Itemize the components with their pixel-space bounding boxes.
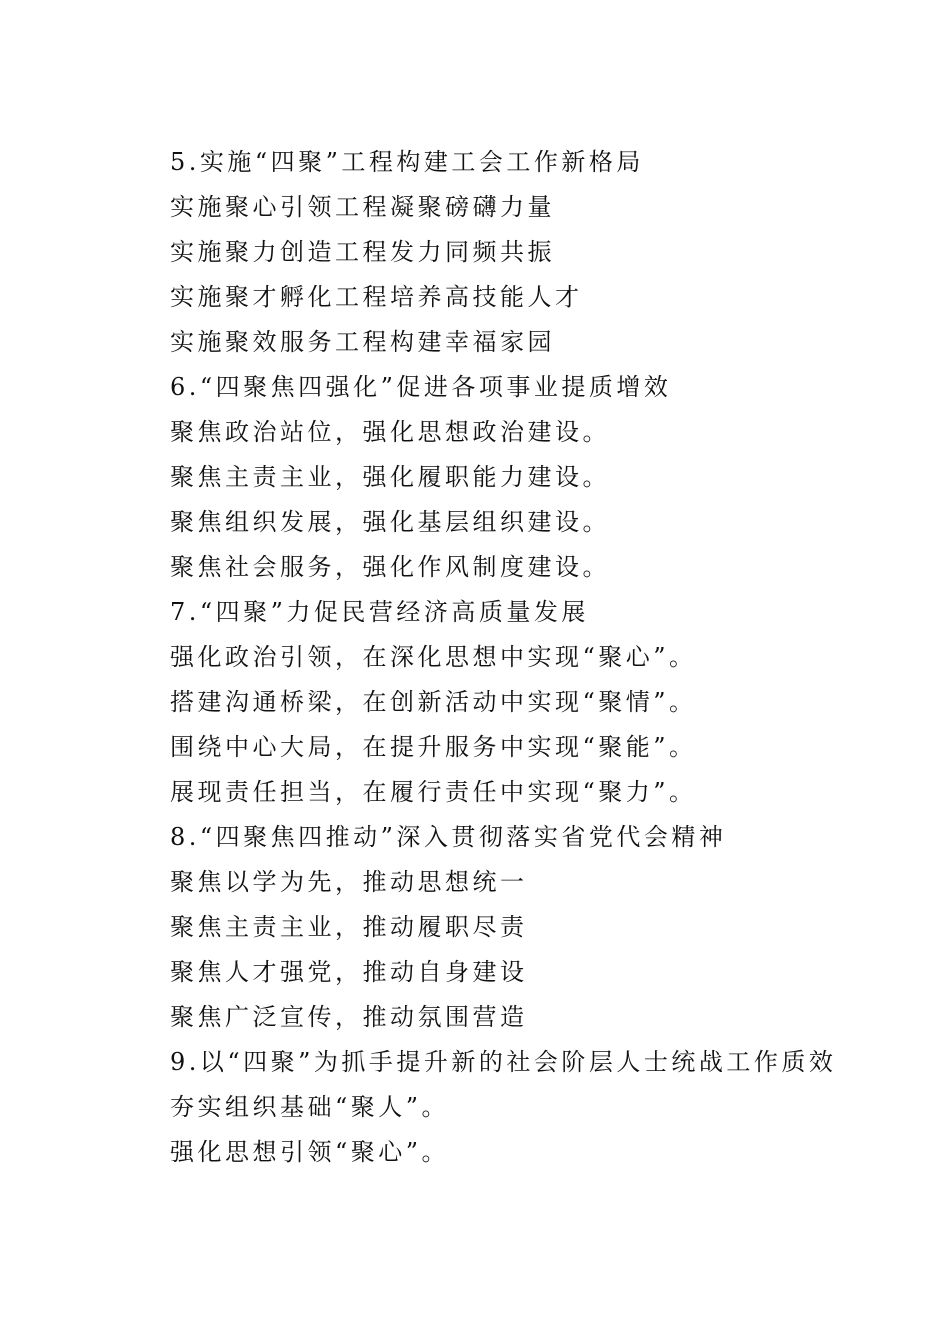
text-line: 夯实组织基础“聚人”。 — [170, 1093, 450, 1121]
text-line: 实施聚力创造工程发力同频共振 — [170, 238, 555, 266]
text-line: 聚焦以学为先，推动思想统一 — [170, 868, 528, 896]
text-line: 聚焦主责主业，强化履职能力建设。 — [170, 463, 610, 491]
text-line: 强化政治引领，在深化思想中实现“聚心”。 — [170, 643, 697, 671]
section-heading-6: 6.“四聚焦四强化”促进各项事业提质增效 — [170, 373, 672, 401]
text-line: 聚焦人才强党，推动自身建设 — [170, 958, 528, 986]
section-heading-9: 9.以“四聚”为抓手提升新的社会阶层人士统战工作质效 — [170, 1048, 837, 1076]
text-line: 搭建沟通桥梁，在创新活动中实现“聚情”。 — [170, 688, 697, 716]
section-heading-7: 7.“四聚”力促民营经济高质量发展 — [170, 598, 589, 626]
text-line: 聚焦社会服务，强化作风制度建设。 — [170, 553, 610, 581]
text-line: 实施聚效服务工程构建幸福家园 — [170, 328, 555, 356]
text-line: 聚焦组织发展，强化基层组织建设。 — [170, 508, 610, 536]
text-line: 实施聚才孵化工程培养高技能人才 — [170, 283, 583, 311]
text-line: 聚焦政治站位，强化思想政治建设。 — [170, 418, 610, 446]
text-line: 聚焦广泛宣传，推动氛围营造 — [170, 1003, 528, 1031]
text-line: 展现责任担当，在履行责任中实现“聚力”。 — [170, 778, 697, 806]
section-heading-8: 8.“四聚焦四推动”深入贯彻落实省党代会精神 — [170, 823, 727, 851]
text-line: 围绕中心大局，在提升服务中实现“聚能”。 — [170, 733, 697, 761]
text-line: 聚焦主责主业，推动履职尽责 — [170, 913, 528, 941]
text-line: 实施聚心引领工程凝聚磅礴力量 — [170, 193, 555, 221]
text-line: 强化思想引领“聚心”。 — [170, 1138, 450, 1166]
document-body — [170, 140, 910, 1175]
section-heading-5: 5.实施“四聚”工程构建工会工作新格局 — [170, 148, 644, 176]
